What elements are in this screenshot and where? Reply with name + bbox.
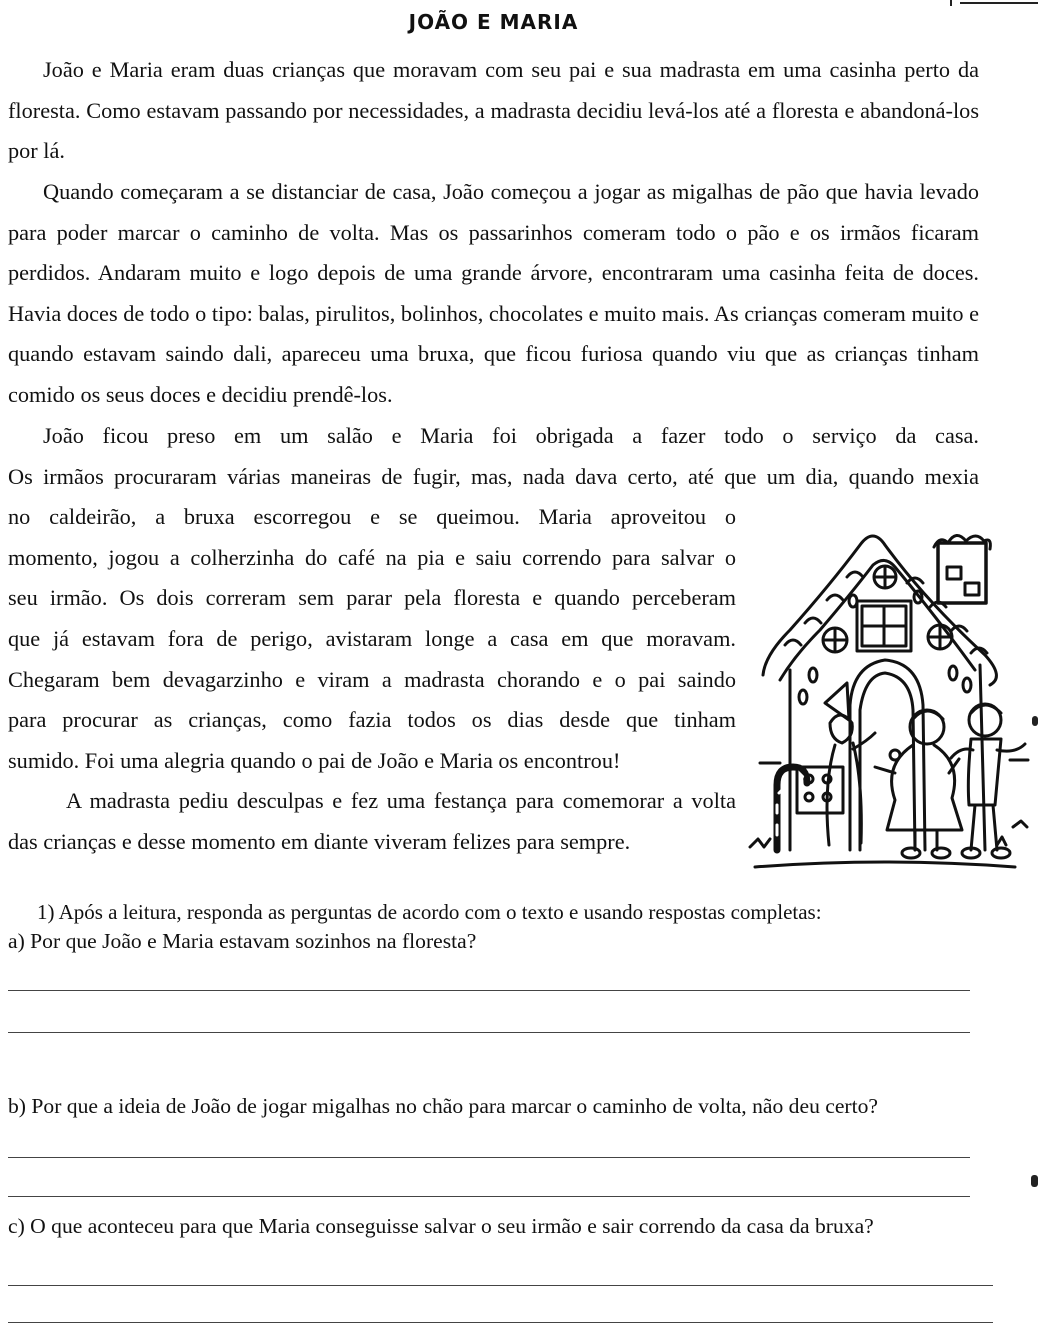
question-c: c) O que aconteceu para que Maria conseguisse salvar o seu irmão e sair correndo da casa da bruxa? [8,1214,874,1238]
gingerbread-house-illustration [735,505,1035,890]
answer-line-a1[interactable] [8,990,970,991]
questions-intro: 1) Após a leitura, responda as perguntas de acordo com o texto e usando respostas completas: [37,900,822,924]
scan-mark [960,2,1038,4]
paragraph-3-line: que já estavam fora de perigo, avistaram longe a casa em que moravam. [8,625,736,651]
answer-line-c2[interactable] [8,1322,993,1323]
paragraph-2: Quando começaram a se distanciar de casa, João começou a jogar as migalhas de pão que havia levado para poder marcar o caminho de volta. Mas os passarinhos comeram todo o pão e os irmãos ficaram perdidos. Andaram muito e logo depois de uma grande árvore, encontraram uma casinha feita de doces. Havia doces de todo o tipo: balas, pirulitos, bolinhos, chocolates e muito mais. As crianças comeram muito e quando estavam saindo dali, apareceu uma bruxa, que ficou furiosa quando viu que as crianças tinham comido os seus doces e decidiu prendê-los. [8,179,979,407]
paragraph-3-line: sumido. Foi uma alegria quando o pai de João e Maria os encontrou! [8,747,621,773]
paragraph-3-line: seu irmão. Os dois correram sem parar pela floresta e quando perceberam [8,585,736,611]
scan-mark [950,0,952,6]
question-a: a) Por que João e Maria estavam sozinhos na floresta? [8,929,477,953]
answer-line-b2[interactable] [8,1196,970,1197]
answer-line-a2[interactable] [8,1032,970,1033]
paragraph-4: A madrasta pediu desculpas e fez uma festança para comemorar a volta das crianças e desse momento em diante viveram felizes para sempre. [8,788,736,854]
answer-line-c1[interactable] [8,1285,993,1286]
paragraph-3-line: Chegaram bem devagarzinho e viram a madrasta chorando e o pai saindo [8,666,736,692]
paragraph-3-line: para procurar as crianças, como fazia todos os dias desde que tinham [8,707,736,733]
paragraph-1: João e Maria eram duas crianças que moravam com seu pai e sua madrasta em uma casinha perto da floresta. Como estavam passando por necessidades, a madrasta decidiu levá-los até a floresta e abandoná-los por lá. [8,57,979,164]
paragraph-3-line: João ficou preso em um salão e Maria foi obrigada a fazer todo o serviço da casa. [43,423,979,448]
paragraph-3-line: no caldeirão, a bruxa escorregou e se queimou. Maria aproveitou o [8,504,736,530]
page-title: JOÃO E MARIA [408,10,579,34]
answer-line-b1[interactable] [8,1157,970,1158]
question-b: b) Por que a ideia de João de jogar migalhas no chão para marcar o caminho de volta, não deu certo? [8,1094,879,1118]
scan-mark [1032,716,1038,726]
paragraph-3-line: momento, jogou a colherzinha do café na pia e saiu correndo para salvar o [8,544,736,570]
paragraph-3-line: Os irmãos procuraram várias maneiras de fugir, mas, nada dava certo, até que um dia, quando mexia [8,463,979,489]
scan-mark [1031,1175,1038,1187]
